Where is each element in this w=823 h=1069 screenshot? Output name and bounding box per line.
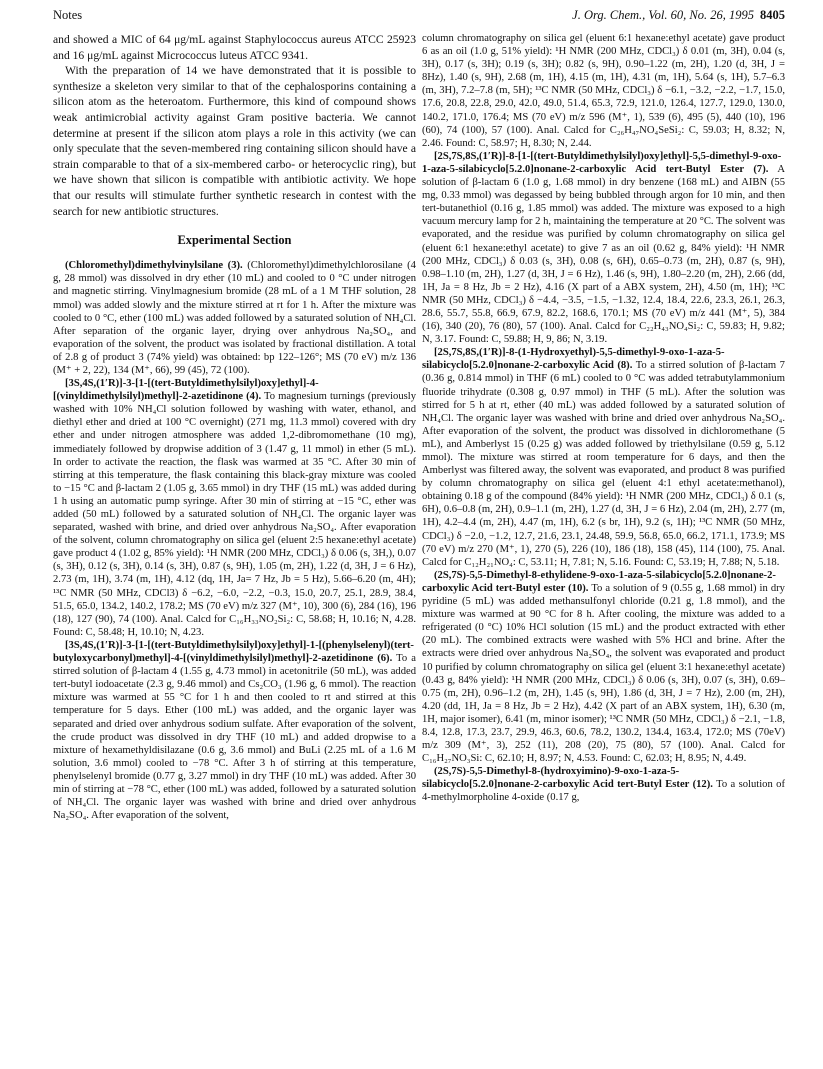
procedure-text: A solution of β-lactam 6 (1.0 g, 1.68 mmol) in dry benzene (168 mL) and AIBN (55 mg, 0.33 mmol) was degassed by being bubbled through argon for 10 min, and then tert-butanethiol (0.16 g, 1.85 mmol) was added. The mixture was exposed to a high vacuum mercury lamp for 2 h, maintaining the temperature at 20 °C. The solvent was evaporated, and the residue was purified by column chromatography on silica gel (eluent 6:1 hexane:ethyl acetate) to give 7 as an oil (0.62 g, 84% yield): ¹H NMR (200 MHz, CDCl₃) δ 0.03 (s, 3H), 0.08 (s, 6H), 0.65–0.73 (m, 2H), 0.87 (s, 9H), 0.98–1.10 (m, 2H), 1.27 (d, 3H, J = 6 Hz), 1.46 (s, 9H), 1.80–2.20 (m, 2H), 2.66 (dd, 1H, Ja = 8 Hz, Jb = 2 Hz), 4.16 (X part of a ABX system, 2H), 4.50 (m, 1H); ¹³C NMR (50 MHz, CDCl₃) δ −4.4, −3.5, −1.5, −1.32, 12.4, 18.4, 22.6, 23.3, 26.1, 26.3, 28.6, 55.7, 55.8, 66.9, 67.9, 82.2, 168.6, 170.1; MS (70 eV) m/z 441 (M⁺, 5), 384 (16), 340 (20), 76 (80), 57 (100). Anal. Calcd for C₂₂H₄₃NO₄Si₂: C, 59.83; H, 9.82; N, 3.17. Found: C, 59.88; H, 9, 86; N, 3.19. <box>422 163 785 346</box>
procedure-paragraph <box>422 346 785 569</box>
intro-paragraph: With the preparation of 14 we have demonstrated that it is possible to synthesize a skeleton very similar to that of the cephalosporins containing a silicon atom as the heteroatom. Furthermore, this kind of compound shows weak antimicrobial activity against Gram positive bacteria. We cannot determine at present if the silicon atom plays a role in this activity (we can only speculate that the seven-membered ring containing silicon should have a strain comparable to that of a six-membered carbo- or heterocyclic ring), but we have shown that silicon is compatible with antibiotic activity. We hope that our results will stimulate further synthetic research in contest with the search for new antibiotic structures. <box>53 64 416 218</box>
procedure-paragraph <box>422 150 785 346</box>
compound-title: [2S,7S,8S,(1′R)]-8-[1-[(tert-Butyldimethylsilyl)oxy]ethyl]-5,5-dimethyl-9-oxo-1-aza-5-silabicyclo[5.2.0]nonane-2-carboxylic Acid tert-Butyl Ester (7). <box>422 150 782 175</box>
compound-title: [3S,4S,(1′R)]-3-[1-[(tert-Butyldimethylsilyl)oxy]ethyl]-4-[(vinyldimethylsilyl)methyl]-2-azetidinone (4). <box>53 378 319 403</box>
compound-title: (2S,7S)-5,5-Dimethyl-8-ethylidene-9-oxo-1-aza-5-silabicyclo[5.2.0]nonane-2-carboxylic Acid tert-Butyl ester (10). <box>422 569 776 594</box>
procedure-text: To a solution of 9 (0.55 g, 1.68 mmol) in dry pyridine (5 mL) was added methansulfonyl chloride (0.21 g, 1.8 mmol), and the mixture was warmed at 90 °C for 8 h. After cooling, the mixture was added to a refrigerated (0 °C) 10% HCl solution (15 mL) and the product extracted with ether (20 mL). The combined extracts were washed with 5% HCl and brine. After the extracts were dried over anhydrous Na₂SO₄, the solvent was evaporated and product 10 purified by column chromatography on silica gel (eluent 3:1 hexane:ethyl acetate) (0.43 g, 84% yield): ¹H NMR (200 MHz, CDCl₃) δ 0.06 (s, 3H), 0.07 (s, 3H), 0.69–0.75 (m, 2H), 0.96–1.2 (m, 2H), 1.45 (s, 9H), 1.86 (d, 3H, J = 7 Hz), 2.00 (m, 2H), 4.20 (dd, 1H, Ja = 8 Hz, Jb = 2 Hz), 4.42 (X part of an ABX system, 1H), 6.30 (m, 1H, major isomer), 6.41 (m, minor isomer); ¹³C NMR (50 MHz, CDCl₃) δ −2.1, −1.8, 8.4, 12.8, 17.3, 23.7, 29.9, 46.3, 60.6, 78.2, 130.2, 134.4, 163.4, 172.0; MS (70eV) m/z 309 (M⁺, 3), 252 (11), 208 (20), 75 (80), 57 (100). Anal. Calcd for C₁₆H₂₇NO₃Si: C, 62.10; H, 8.97; N, 4.53. Found: C, 62.03; H, 8.95; N, 4.49. <box>422 582 785 765</box>
procedure-text: To magnesium turnings (previously washed with 10% NH₄Cl solution followed by washing with water, ethanol, and diethyl ether and dried at 100 °C overnight) (271 mg, 11.3 mmol) covered with dry ether and under nitrogen atmosphere was added 1,2-dibromomethane (10 mg), immediately followed by dropwise addition of 3 (1.47 g, 11 mmol) in ether (5 mL). In order to activate the reaction, the flask was warmed at 35 °C. After 30 min of stirring at this temperature, the flask containing this black-gray mixture was cooled to −15 °C and β-lactam 2 (1.05 g, 3.65 mmol) in dry THF (15 mL) was added during 1 h using an automatic pump syringe. After 30 min of stirring at −15 °C, ether was added (50 mL) followed by a saturated solution of NH₄Cl. The organic layer was separated, washed with brine, and dried over anhydrous Na₂SO₄. After evaporation of the solvent, column chromatography on silica gel (eluent 2:5 hexane:ethyl acetate) gave product 4 (1.02 g, 85% yield): ¹H NMR (200 MHz, CDCl₃) δ 0.06 (s, 3H,), 0.07 (s, 3H), 0.12 (s, 3H), 0.14 (s, 3H), 0.87 (s, 9H), 1.05 (m, 2H), 1.22 (d, 3H, J = 6 Hz), 2.73 (m, 1H), 3.74 (m, 1H), 4.12 (dq, 1H, Ja= 7 Hz, Jb = 5 Hz), 5.66–6.20 (m, 4H); ¹³C NMR (50 MHz, CDCl3) δ −6.2, −6.0, −2.2, −0.3, 15.0, 20.7, 25.1, 28.9, 38.4, 51.5, 65.0, 134.2, 140.2, 178.2; MS (70 eV) m/z 327 (M⁺, 10), 300 (6), 284 (16), 196 (18), 127 (90), 74 (100). Anal. Calcd for C₁₆H₃₃NO₂Si₂: C, 58.68; H, 10.16; N, 4.28. Found: C, 58.48; H, 10.10; N, 4.23. <box>53 391 416 638</box>
journal-name: J. Org. Chem., Vol. 60, No. 26, 1995 <box>572 8 754 22</box>
section-label: Notes <box>53 8 83 22</box>
procedure-text: To a solution of 4-methylmorpholine 4-oxide (0.17 g, <box>422 779 785 804</box>
page-header <box>53 8 785 26</box>
procedure-paragraph <box>53 639 416 822</box>
intro-block <box>53 32 416 219</box>
right-column <box>422 32 785 805</box>
compound-title: [2S,7S,8S,(1′R)]-8-(1-Hydroxyethyl)-5,5-dimethyl-9-oxo-1-aza-5-silabicyclo[5.2.0]nonane-2-carboxylic Acid (8). <box>422 347 725 372</box>
procedure-paragraph <box>53 377 416 639</box>
compound-title: (Chloromethyl)dimethylvinylsilane (3). <box>65 260 243 272</box>
compound-title: (2S,7S)-5,5-Dimethyl-8-(hydroxyimino)-9-oxo-1-aza-5-silabicyclo[5.2.0]nonane-2-carboxylic Acid tert-Butyl Ester (12). <box>422 766 713 791</box>
section-heading: Experimental Section <box>177 233 292 248</box>
procedure-text: To a stirred solution of β-lactam 7 (0.36 g, 0.814 mmol) in THF (6 mL) cooled to 0 °C was added tetrabutylammonium fluoride trihydrate (0.308 g, 0.97 mmol) in THF (5 mL). After the solution was stirred for 5 h at rt, ether (40 mL) was added followed by a saturated solution of NH₄Cl. The organic layer was washed with brine and dried over anhydrous Na₂SO₄. After evaporation of the solvent, the product was dissolved in dichloromethane (5 mL), and Amberlyst 15 (0.25 g) was added followed by triethylsilane (0.59 g, 5.12 mmol). The mixture was stirred at room temperature for 6 days, and then the Amberlyst was filtered away, the solvent was evaporated, and product 8 was purified by column chromatography on silica gel (eluent 4:1 ethyl acetate:methanol), obtaining 0.18 g of the compound (84% yield): ¹H NMR (200 MHz, CDCl₃) δ 0.1 (s, 6H), 0.6–0.8 (m, 2H), 0.9–1.1 (m, 2H), 1.27 (d, 3H, J = 6 Hz), 2.04 (m, 2H), 2.77 (m, 1H), 4.2–4.4 (m, 2H), 4.47 (m, 1H), 6.2 (s br, 1H), 9.2 (s, 1H); ¹³C NMR (50 MHz, CDCl₃) δ −2.0, −1.2, 12.7, 21.6, 23.1, 24.48, 59.9, 56.8, 65.0, 66.2, 171.1, 173.9; MS (70 eV) m/z 270 (M⁺, 1), 270 (5), 226 (10), 186 (18), 158 (45), 114 (100), 75. Anal. Calcd for C₁₂H₂₁NO₄: C, 53.11; H, 7.81; N, 5.16. Found: C, 53.19; H, 7.88; N, 5.18. <box>422 360 785 568</box>
procedure-text: (Chloromethyl)dimethylchlorosilane (4 g, 28 mmol) was dissolved in dry ether (10 mL) and cooled to 0 °C under nitrogen and magnetic stirring. Vinylmagnesium bromide (28 mL of a 1 M THF solution, 28 mmol) was added slowly and the mixture stirred at rt for 1 h. After the mixture was cooled to 0 °C, ether (100 mL) was added followed by a saturated solution of NH₄Cl. After separation of the organic layer, drying over anhydrous Na₂SO₄, and evaporation of the solvent, the product was isolated by fractional distillation. A total of 2.8 g of product 3 (74% yield) was obtained: bp 122–126°; MS (70 eV) m/z 136 (M⁺ + 2, 22), 134 (M⁺, 66), 99 (45), 72 (100). <box>53 260 416 376</box>
intro-fragment: and showed a MIC of 64 μg/mL against Staphylococcus aureus ATCC 25923 and 16 μg/mL against Micrococcus luteus ATCC 9341. <box>53 33 416 62</box>
procedure-paragraph <box>53 259 416 377</box>
page-number: 8405 <box>760 8 785 22</box>
continued-text: column chromatography on silica gel (eluent 6:1 hexane:ethyl acetate) gave product 6 as an oil (1.0 g, 51% yield): ¹H NMR (200 MHz, CDCl₃) δ 0.01 (m, 3H), 0.04 (s, 3H), 0.17 (s, 3H); 0.19 (s, 3H); 0.82 (s, 9H), 0.90–1.22 (m, 2H), 1.20 (d, 3H, J = 8Hz), 1.40 (s, 9H), 2.68 (m, 1H), 4.15 (m, 1H), 4.31 (m, 1H), 5.64 (s, 1H), 5.7–6.3 (m, 3H), 7.2–7.8 (m, 5H); ¹³C NMR (50 MHz, CDCl₃) δ −6.1, −3.2, −2.2, −1.7, 15.0, 17.6, 20.8, 22.8, 29.0, 42.0, 49.0, 51.4, 65.3, 72.9, 121.0, 126.4, 127.7, 129.0, 130.0, 140.2, 171.0, 176.4; MS (70 eV) m/z 596 (M⁺, 1), 539 (6), 495 (5), 440 (10), 196 (60), 74 (100), 57 (100). Anal. Calcd for C₂₆H₄₇NO₄SeSi₂: C, 59.03; H, 8.32; N, 2.46. Found: C, 58.97; H, 8.30; N, 2.44. <box>422 33 785 149</box>
procedure-paragraph <box>422 569 785 765</box>
procedure-text: To a stirred solution of β-lactam 4 (1.55 g, 4.73 mmol) in acetonitrile (50 mL), was added tert-butyl iodoacetate (2.3 g, 9.46 mmol) and Cs₂CO₃ (1.96 g, 6 mmol). The reaction mixture was warmed at 55 °C for 1 h and then cooled to rt and stirred at this temperature for 5 days. Ether (100 mL) was added, and the organic layer was separated and dried over anhydrous sodium sulfate. After evaporation of the solvent, the crude product was dissolved in dry THF (10 mL) and added dropwise to a mixture of hexamethyldisilazane (0.6 g, 3.6 mmol) and BuLi (2.25 mL of a 1.6 M solution, 3.6 mmol) cooled to −78 °C. After 3 h of stirring at this temperature, phenylselenyl bromide (0.77 g, 3.27 mmol) in dry THF (10 mL) was added. After 30 min of stirring at −78 °C, ether (100 mL) was added, followed by a saturated solution of NH₄Cl. The organic layer was washed with brine and dried over anhydrous Na₂SO₄. After evaporation of the solvent, <box>53 653 416 822</box>
procedure-paragraph <box>422 765 785 804</box>
compound-title: [3S,4S,(1′R)]-3-[1-[(tert-Butyldimethylsilyl)oxy]ethyl]-1-[(phenylselenyl)(tert-butyloxycarbonyl)methyl]-4-[(vinyldimethylsilyl)methyl]-2-azetidinone (6). <box>53 639 414 665</box>
left-column <box>53 32 416 822</box>
journal-citation <box>572 8 785 23</box>
